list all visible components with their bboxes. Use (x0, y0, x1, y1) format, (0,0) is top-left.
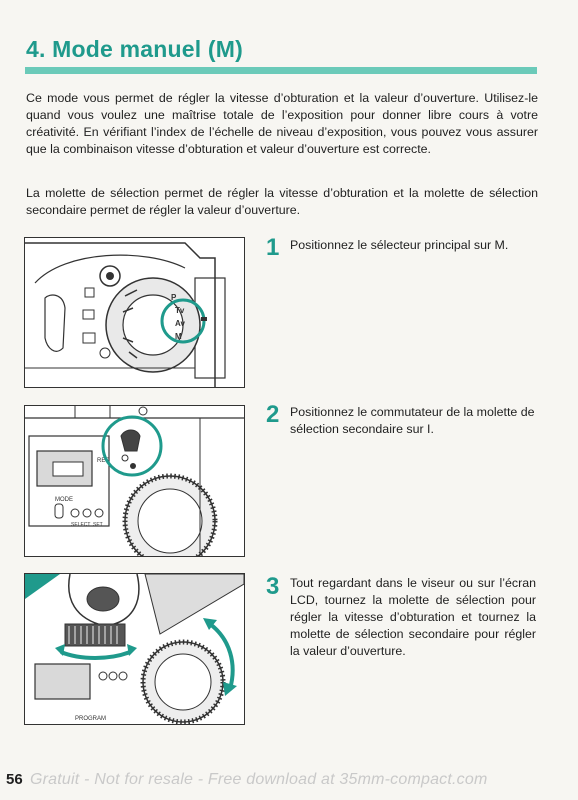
secondary-dial-switch-illustration (24, 405, 245, 557)
step-3-number: 3 (266, 573, 280, 600)
page-title: 4. Mode manuel (M) (26, 36, 244, 62)
intro-paragraph: Ce mode vous permet de régler la vitesse d’obturation et la valeur d’ouverture. Utilisez-le quand vous voulez une maîtrise totale de l’exposition pour donner libre cours à votre créativité. En vérifiant l’index de l’échelle de niveau d’exposition, vous pouvez vous assurer que la combinaison vitesse d’obturation et valeur d’ouverture est correcte. (26, 91, 538, 156)
page-number: 56 (6, 771, 23, 788)
dial-label-m: M (175, 332, 182, 341)
step-2-number: 2 (266, 401, 280, 428)
set-button-label: SET (93, 522, 103, 528)
watermark: Gratuit - Not for resale - Free download at 35mm-compact.com (30, 771, 488, 788)
dial-label-av: Av (175, 319, 185, 328)
step-1-text: Positionnez le sélecteur principal sur M. (290, 238, 509, 252)
step-3-text: Tout regardant dans le viseur ou sur l’écran LCD, tournez la molette de sélection pour régler la vitesse d’obturation et tournez la molette de sélection secondaire pour régler la valeur d’ouverture. (290, 576, 536, 658)
mode-button-label: MODE (55, 497, 73, 503)
program-label: PROGRAM (75, 716, 107, 722)
title-underline (25, 67, 537, 74)
dials-rotation-illustration (24, 573, 245, 725)
mode-dial-illustration (24, 237, 245, 388)
dial-description-paragraph: La molette de sélection permet de régler la vitesse d’obturation et la molette de sélection secondaire permet de régler la valeur d’ouverture. (26, 186, 538, 217)
lcd-rec-label: REC (97, 458, 110, 464)
select-button-label: SELECT (71, 522, 91, 528)
step-1-number: 1 (266, 234, 280, 261)
step-2-text: Positionnez le commutateur de la molette de sélection secondaire sur I. (290, 405, 535, 436)
dial-label-tv: Tv (175, 306, 185, 315)
dial-label-p: P (171, 293, 177, 302)
